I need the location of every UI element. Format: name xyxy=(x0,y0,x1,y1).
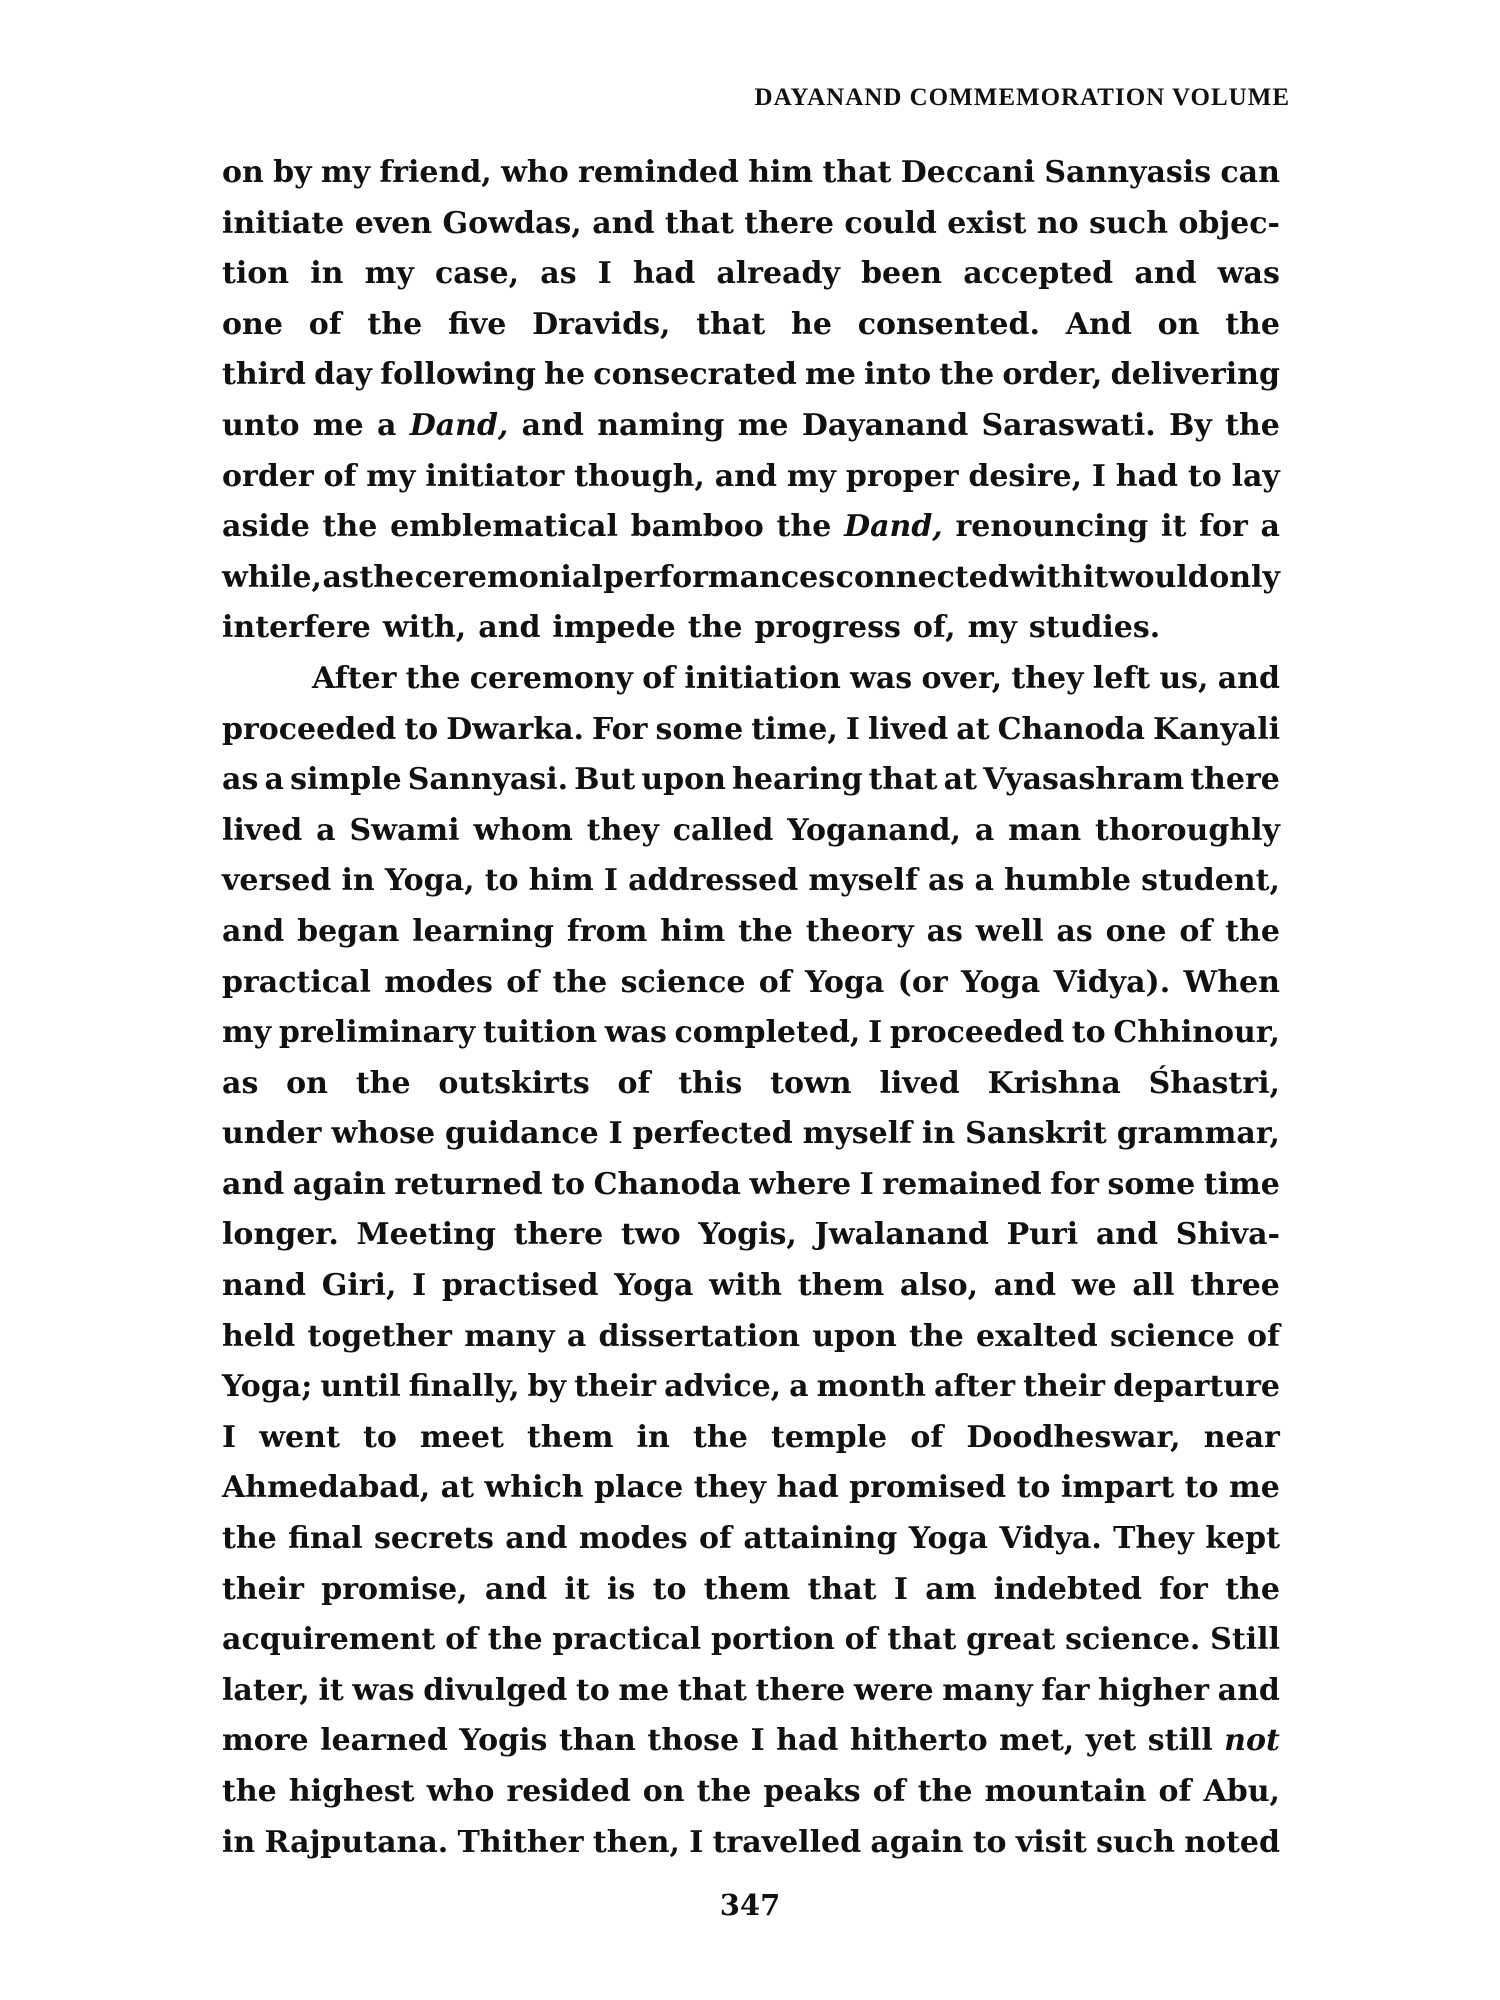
text-line: versed in Yoga, to him I addressed myself as a humble student, xyxy=(222,863,1280,899)
text-line: Yoga; until finally, by their advice, a month after their departure xyxy=(222,1369,1280,1405)
text-line: in Rajputana. Thither then, I travelled again to visit such noted xyxy=(222,1824,1280,1860)
text-line: under whose guidance I perfected myself in Sanskrit grammar, xyxy=(222,1116,1280,1152)
text-line: order of my initiator though, and my proper desire, I had to lay xyxy=(222,458,1280,494)
text-line: proceeded to Dwarka. For some time, I lived at Chanoda Kanyali xyxy=(222,711,1280,747)
page-number: 347 xyxy=(719,1888,781,1922)
text-line: third day following he consecrated me into the order, delivering xyxy=(222,357,1280,393)
text-line: while, as the ceremonial performances connected with it would only xyxy=(222,559,1280,595)
text-line: and began learning from him the theory as well as one of the xyxy=(222,913,1280,949)
text-line: and again returned to Chanoda where I remained for some time xyxy=(222,1166,1280,1202)
text-line: more learned Yogis than those I had hitherto met, yet still not xyxy=(222,1723,1280,1759)
text-line: the highest who resided on the peaks of the mountain of Abu, xyxy=(222,1774,1280,1809)
text-line: my preliminary tuition was completed, I proceeded to Chhinour, xyxy=(222,1015,1280,1051)
text-line: held together many a dissertation upon the exalted science of xyxy=(222,1318,1280,1354)
text-line: lived a Swami whom they called Yoganand, a man thoroughly xyxy=(222,812,1280,848)
text-line: interfere with, and impede the progress of, my studies. xyxy=(222,610,1161,646)
text-line: one of the five Dravids, that he consented. And on the xyxy=(222,306,1280,342)
text-line: nand Giri, I practised Yoga with them also, and we all three xyxy=(222,1268,1280,1304)
text-line: practical modes of the science of Yoga (or Yoga Vidya). When xyxy=(222,964,1280,1000)
text-line: later, it was divulged to me that there were many far higher and xyxy=(222,1672,1280,1708)
text-line: I went to meet them in the temple of Doodheswar, near xyxy=(222,1419,1280,1455)
text-line: as a simple Sannyasi. But upon hearing that at Vyasashram there xyxy=(222,762,1280,798)
text-line: acquirement of the practical portion of that great science. Still xyxy=(222,1622,1280,1658)
text-line: After the ceremony of initiation was over, they left us, and xyxy=(312,660,1280,696)
text-line: Ahmedabad, at which place they had promised to impart to me xyxy=(222,1470,1280,1506)
text-line: unto me a Dand, and naming me Dayanand Saraswati. By the xyxy=(222,407,1280,443)
text-line: the final secrets and modes of attaining Yoga Vidya. They kept xyxy=(222,1521,1280,1557)
text-line: initiate even Gowdas, and that there could exist no such objec- xyxy=(222,205,1280,241)
text-line: their promise, and it is to them that I am indebted for the xyxy=(222,1571,1280,1607)
text-line: on by my friend, who reminded him that Deccani Sannyasis can xyxy=(222,155,1280,190)
text-line: as on the outskirts of this town lived Krishna Śhastri, xyxy=(222,1065,1280,1101)
text-line: tion in my case, as I had already been accepted and was xyxy=(222,256,1280,292)
text-line: longer. Meeting there two Yogis, Jwalanand Puri and Shiva- xyxy=(222,1217,1280,1253)
text-line: aside the emblematical bamboo the Dand, renouncing it for a xyxy=(222,509,1280,545)
running-head: DAYANAND COMMEMORATION VOLUME xyxy=(754,84,1290,111)
body-text xyxy=(222,148,1280,1868)
